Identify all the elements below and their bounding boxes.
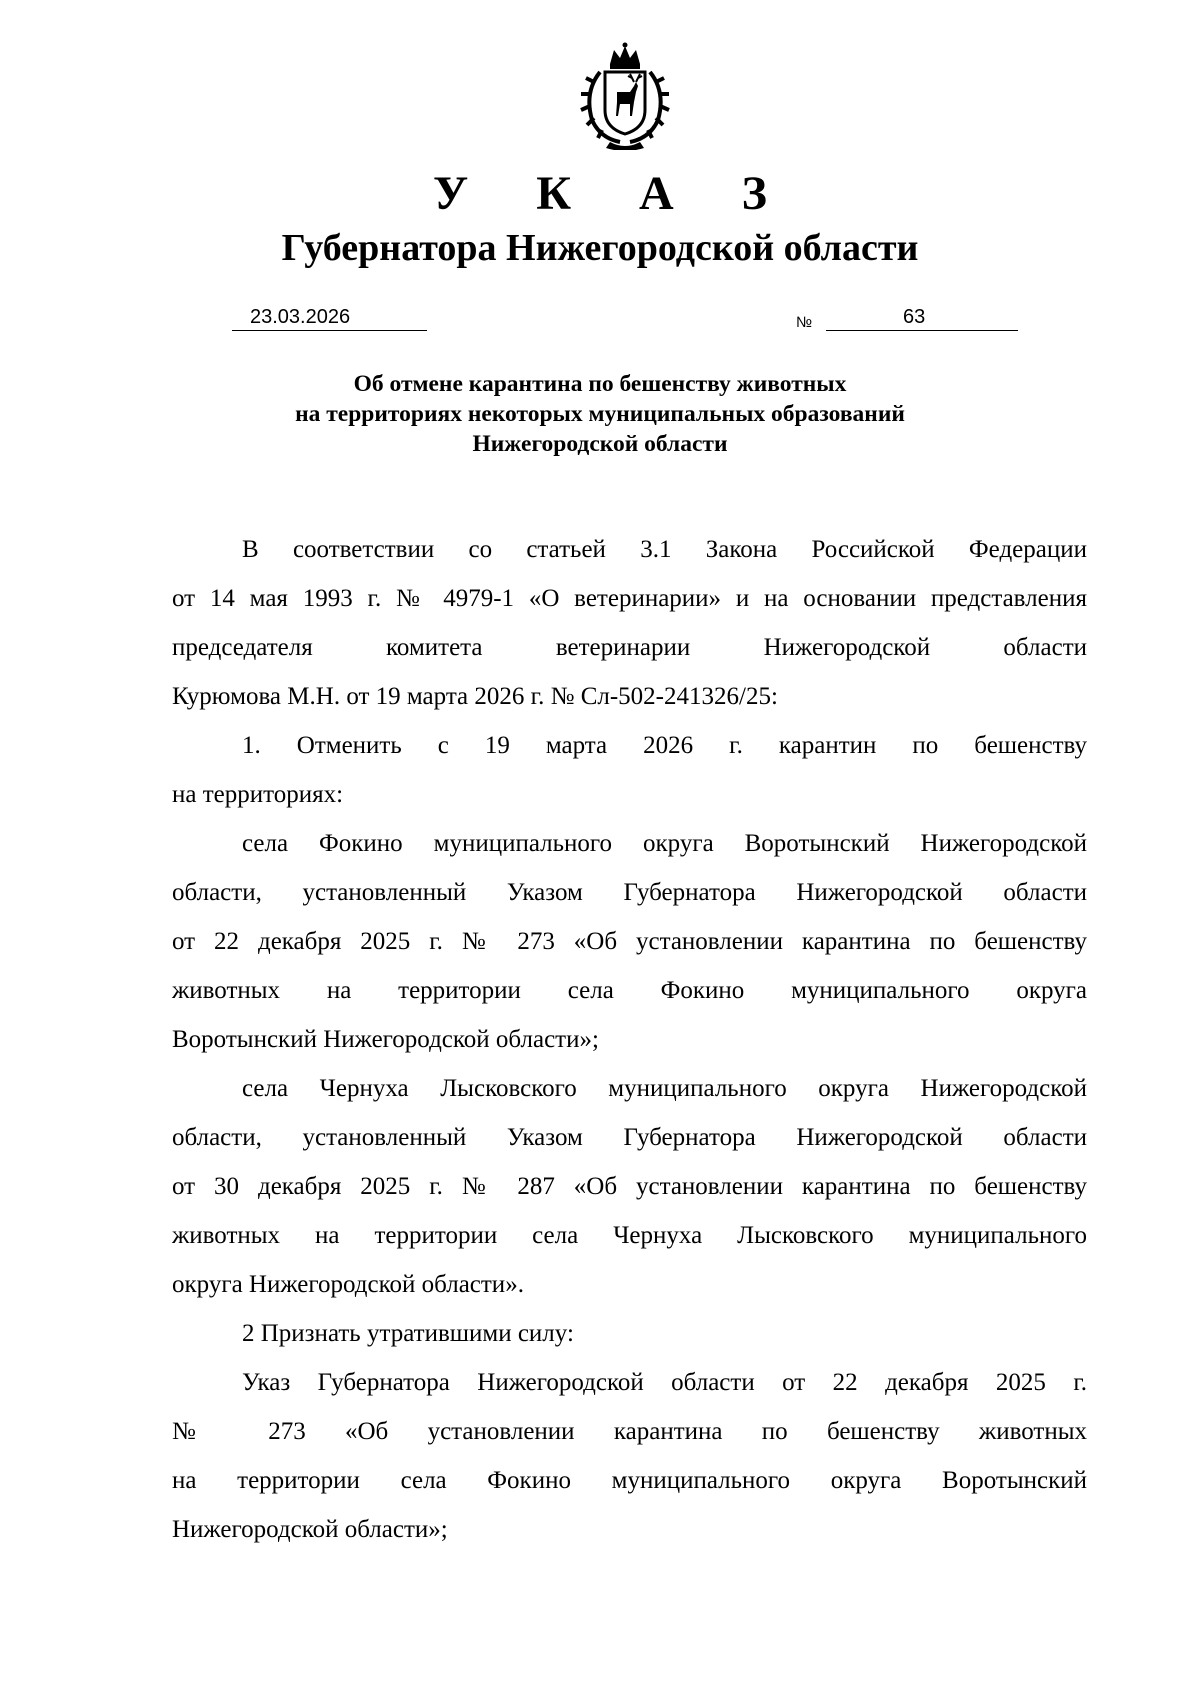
- body-line: Указ Губернатора Нижегородской области от 22 декабря 2025 г.: [242, 1369, 1087, 1396]
- body-line: области, установленный Указом Губернатора Нижегородской области: [172, 1124, 1087, 1151]
- body-line: животных на территории села Чернуха Лысковского муниципального: [172, 1222, 1087, 1249]
- body-line: Воротынский Нижегородской области»;: [172, 1026, 599, 1053]
- document-date: 23.03.2026: [250, 306, 351, 328]
- body-line: 1. Отменить с 19 марта 2026 г. карантин по бешенству: [242, 732, 1087, 759]
- body-line: области, установленный Указом Губернатора Нижегородской области: [172, 879, 1087, 906]
- body-line: животных на территории села Фокино муниципального округа: [172, 977, 1087, 1004]
- coat-of-arms-icon: [570, 42, 680, 150]
- document-body: [172, 525, 1087, 1554]
- body-line: 2 Признать утратившими силу:: [242, 1320, 574, 1347]
- subject-line: Об отмене карантина по бешенству животных: [353, 371, 847, 397]
- document-subject: [0, 369, 1200, 459]
- body-line: председателя комитета ветеринарии Нижегородской области: [172, 634, 1087, 661]
- number-label: №: [796, 314, 813, 331]
- document-type-title: У К А З: [432, 167, 796, 220]
- body-line: на территориях:: [172, 781, 344, 808]
- body-line: В соответствии со статьей 3.1 Закона Российской Федерации: [242, 536, 1087, 563]
- subject-line: Нижегородской области: [472, 431, 728, 457]
- body-line: округа Нижегородской области».: [172, 1271, 524, 1298]
- body-line: Нижегородской области»;: [172, 1516, 448, 1543]
- body-line: села Чернуха Лысковского муниципального округа Нижегородской: [242, 1075, 1087, 1102]
- issuer-title: Губернатора Нижегородской области: [281, 227, 919, 269]
- subject-line: на территориях некоторых муниципальных образований: [295, 401, 905, 427]
- body-line: от 14 мая 1993 г. № 4979-1 «О ветеринарии» и на основании представления: [172, 585, 1087, 612]
- body-line: села Фокино муниципального округа Воротынский Нижегородской: [242, 830, 1087, 857]
- body-line: № 273 «Об установлении карантина по бешенству животных: [172, 1418, 1087, 1445]
- body-line: от 30 декабря 2025 г. № 287 «Об установлении карантина по бешенству: [172, 1173, 1087, 1200]
- body-line: от 22 декабря 2025 г. № 273 «Об установлении карантина по бешенству: [172, 928, 1087, 955]
- document-number: 63: [903, 306, 926, 328]
- body-line: Курюмова М.Н. от 19 марта 2026 г. № Сл-502-241326/25:: [172, 683, 778, 710]
- body-line: на территории села Фокино муниципального округа Воротынский: [172, 1467, 1087, 1494]
